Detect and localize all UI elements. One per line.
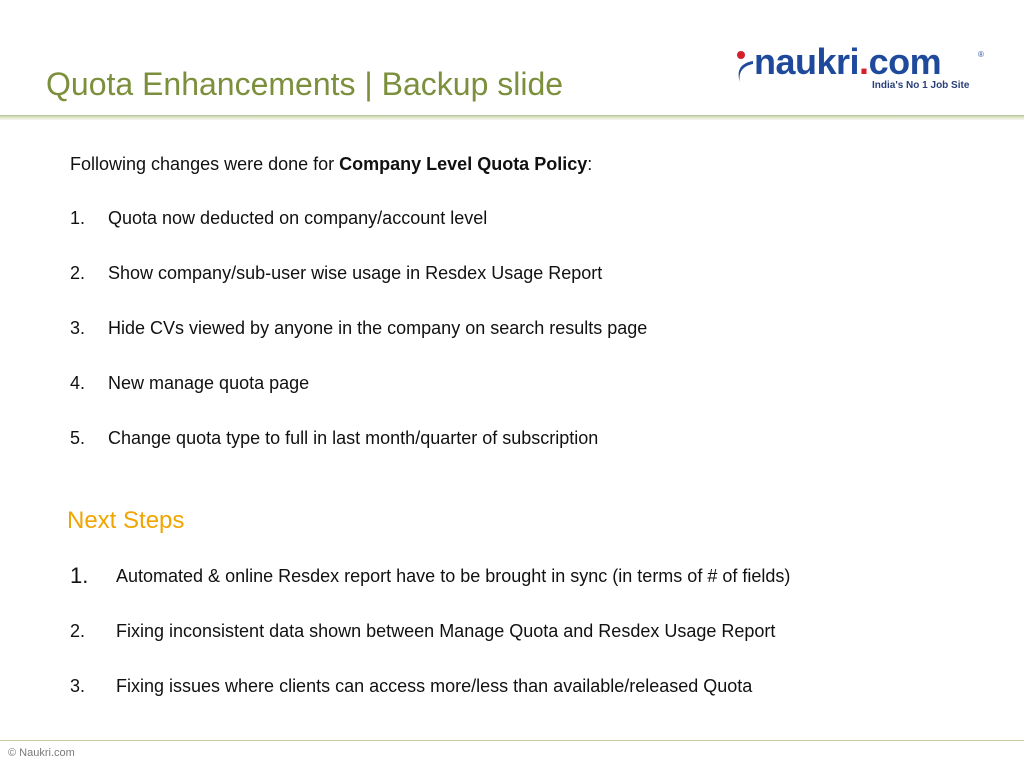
list-item-number: 3. [70,676,86,696]
logo-tagline: India's No 1 Job Site [872,80,970,91]
intro-prefix: Following changes were done for [70,154,340,174]
intro-text [70,154,592,175]
logo-word-dot: . [859,41,869,82]
slide-title: Quota Enhancements | Backup slide [46,66,564,102]
list-item-number: 1. [70,563,89,588]
list-item-text: Fixing issues where clients can access more/less than available/released Quota [116,676,753,696]
list-item-text: Quota now deducted on company/account level [108,208,488,228]
list-item-number: 5. [70,428,86,448]
intro-policy-name: Company Level Quota Policy [339,154,588,174]
list-item-text: Fixing inconsistent data shown between Manage Quota and Resdex Usage Report [116,621,776,641]
logo-wordmark [754,42,941,82]
footer-copyright: © Naukri.com [8,747,75,759]
list-item-text: Change quota type to full in last month/quarter of subscription [108,428,599,448]
list-item-text: Hide CVs viewed by anyone in the company on search results page [108,318,648,338]
naukri-swoosh-icon [732,50,756,84]
next-steps-heading: Next Steps [67,507,185,534]
naukri-logo [732,41,988,96]
footer-divider [0,740,1024,741]
title-divider [0,115,1024,120]
list-item-number: 3. [70,318,86,338]
list-item-text: New manage quota page [108,373,310,393]
logo-word-part1: naukri [754,41,860,82]
list-item-text: Automated & online Resdex report have to be brought in sync (in terms of # of fields) [116,566,791,586]
logo-registered-mark: ® [978,50,984,59]
list-item-number: 2. [70,621,86,641]
logo-word-part2: com [868,41,942,82]
list-item-number: 1. [70,208,86,228]
list-item-text: Show company/sub-user wise usage in Resdex Usage Report [108,263,603,283]
list-item-number: 4. [70,373,86,393]
intro-suffix: : [587,154,593,174]
list-item-number: 2. [70,263,86,283]
